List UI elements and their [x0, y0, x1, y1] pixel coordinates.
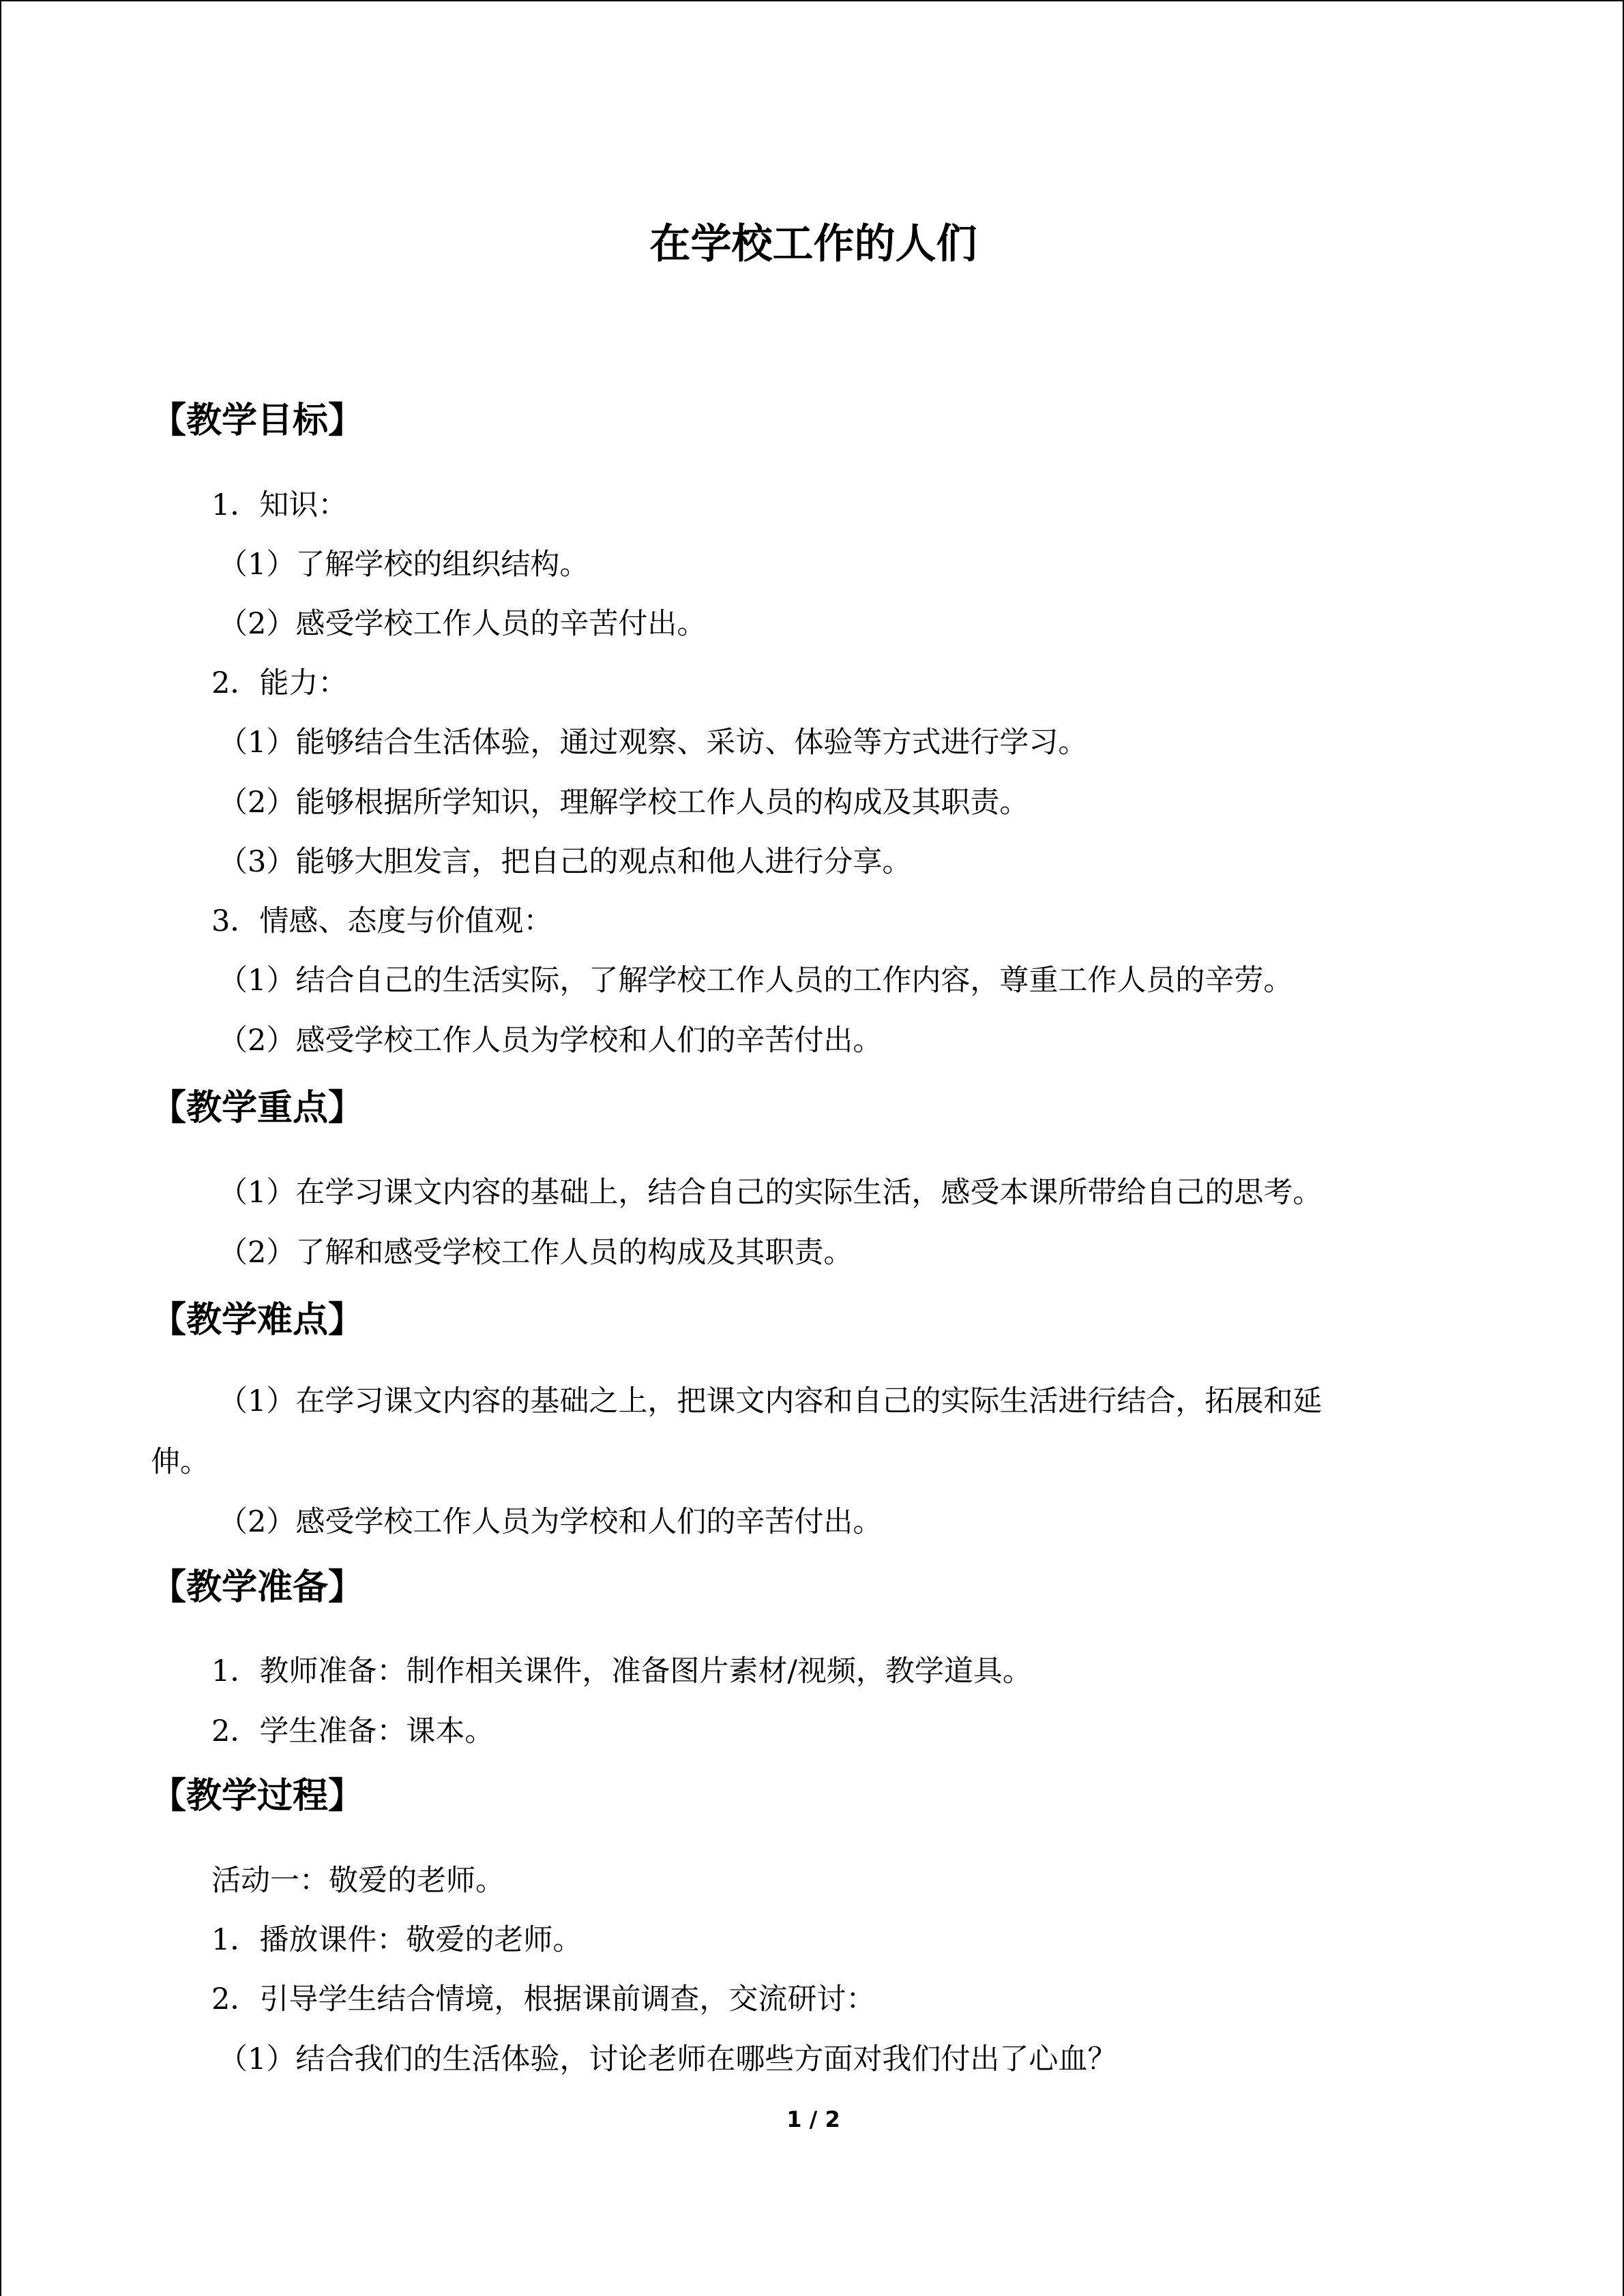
- process-step: 1．播放课件：敬爱的老师。: [211, 1923, 582, 1957]
- difficulties-item: （1）在学习课文内容的基础之上，把课文内容和自己的实际生活进行结合，拓展和延: [218, 1384, 1323, 1418]
- objectives-knowledge-label: 1．知识：: [211, 488, 348, 522]
- section-heading-key-points: 【教学重点】: [151, 1088, 364, 1129]
- objectives-ability-item: （3）能够大胆发言，把自己的观点和他人进行分享。: [218, 845, 912, 879]
- process-step: 2．引导学生结合情境，根据课前调查，交流研讨：: [211, 1982, 876, 2016]
- section-heading-difficulties: 【教学难点】: [151, 1300, 364, 1341]
- objectives-ability-item: （1）能够结合生活体验，通过观察、采访、体验等方式进行学习。: [218, 726, 1088, 760]
- preparation-item: 2．学生准备：课本。: [211, 1714, 494, 1748]
- process-activity-title: 活动一：敬爱的老师。: [211, 1864, 505, 1898]
- section-heading-process: 【教学过程】: [151, 1776, 364, 1817]
- difficulties-item-continuation: 伸。: [151, 1445, 209, 1479]
- section-heading-preparation: 【教学准备】: [151, 1567, 364, 1608]
- key-points-item: （2）了解和感受学校工作人员的构成及其职责。: [218, 1236, 853, 1270]
- objectives-ability-item: （2）能够根据所学知识，理解学校工作人员的构成及其职责。: [218, 786, 1029, 820]
- objectives-emotion-label: 3．情感、态度与价值观：: [211, 904, 553, 938]
- difficulties-item: （2）感受学校工作人员为学校和人们的辛苦付出。: [218, 1505, 883, 1539]
- objectives-knowledge-item: （1）了解学校的组织结构。: [218, 548, 589, 582]
- key-points-item: （1）在学习课文内容的基础上，结合自己的实际生活，感受本课所带给自己的思考。: [218, 1176, 1323, 1210]
- objectives-emotion-item: （2）感受学校工作人员为学校和人们的辛苦付出。: [218, 1024, 883, 1058]
- objectives-ability-label: 2．能力：: [211, 666, 348, 700]
- document-title: 在学校工作的人们: [649, 220, 977, 268]
- preparation-item: 1．教师准备：制作相关课件，准备图片素材/视频，教学道具。: [211, 1654, 1032, 1688]
- objectives-knowledge-item: （2）感受学校工作人员的辛苦付出。: [218, 607, 707, 641]
- section-heading-objectives: 【教学目标】: [151, 400, 364, 441]
- process-question: （1）结合我们的生活体验，讨论老师在哪些方面对我们付出了心血？: [218, 2042, 1117, 2076]
- page-number: 1 / 2: [786, 2106, 840, 2132]
- objectives-emotion-item: （1）结合自己的生活实际，了解学校工作人员的工作内容，尊重工作人员的辛劳。: [218, 964, 1293, 998]
